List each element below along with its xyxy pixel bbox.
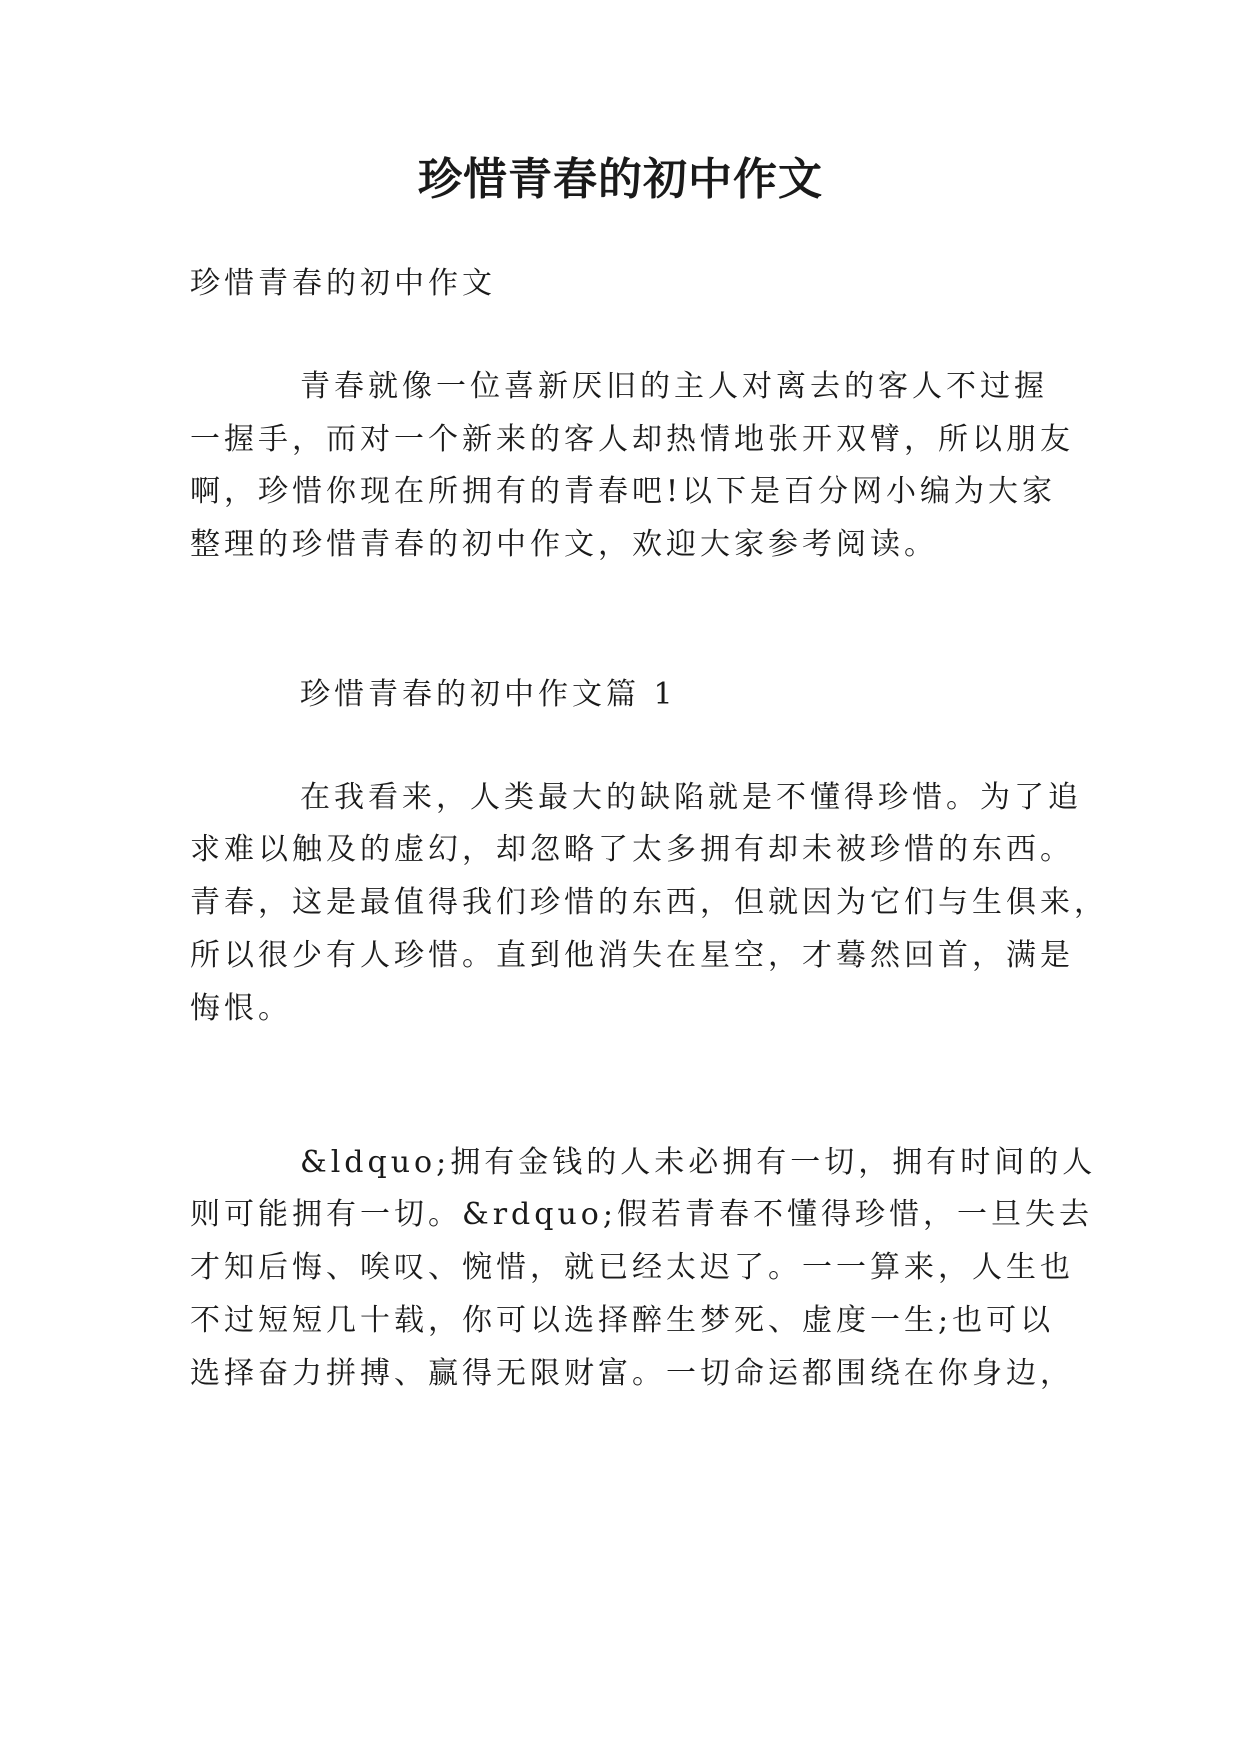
paragraph1-line-5: 悔恨。 [190, 991, 292, 1026]
document-subtitle: 珍惜青春的初中作文 [190, 266, 496, 301]
paragraph2-line-4: 不过短短几十载，你可以选择醉生梦死、虚度一生;也可以 [190, 1303, 1055, 1338]
section-heading: 珍惜青春的初中作文篇 1 [300, 677, 677, 712]
paragraph2-line-1: &ldquo;拥有金钱的人未必拥有一切，拥有时间的人 [300, 1145, 1097, 1180]
intro-line-2: 一握手，而对一个新来的客人却热情地张开双臂，所以朋友 [190, 422, 1074, 457]
intro-line-4: 整理的珍惜青春的初中作文，欢迎大家参考阅读。 [190, 527, 938, 562]
paragraph1-line-4: 所以很少有人珍惜。直到他消失在星空，才蓦然回首，满是 [190, 938, 1074, 973]
paragraph2-line-5: 选择奋力拼搏、赢得无限财富。一切命运都围绕在你身边， [190, 1356, 1074, 1391]
paragraph1-line-2: 求难以触及的虚幻，却忽略了太多拥有却未被珍惜的东西。 [190, 832, 1074, 867]
paragraph1-line-3: 青春，这是最值得我们珍惜的东西，但就因为它们与生俱来， [190, 885, 1108, 920]
intro-line-3: 啊，珍惜你现在所拥有的青春吧!以下是百分网小编为大家 [190, 474, 1057, 509]
paragraph2-line-3: 才知后悔、唉叹、惋惜，就已经太迟了。一一算来，人生也 [190, 1250, 1074, 1285]
paragraph2-line-2: 则可能拥有一切。&rdquo;假若青春不懂得珍惜，一旦失去 [190, 1197, 1093, 1232]
intro-line-1: 青春就像一位喜新厌旧的主人对离去的客人不过握 [300, 369, 1048, 404]
document-title: 珍惜青春的初中作文 [418, 154, 823, 205]
paragraph1-line-1: 在我看来，人类最大的缺陷就是不懂得珍惜。为了追 [300, 780, 1082, 815]
